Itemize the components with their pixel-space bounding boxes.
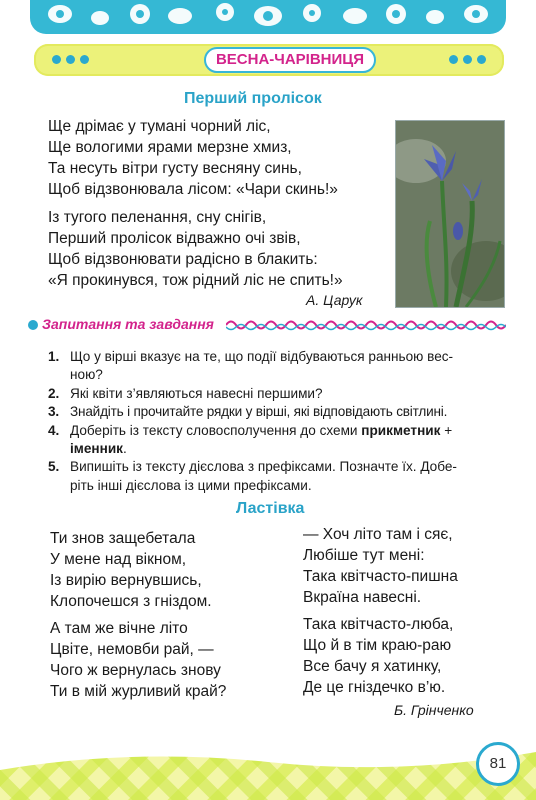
snowdrop-photo [395, 120, 505, 308]
list-item [48, 422, 498, 440]
poem1-stanza-1 [48, 116, 338, 200]
item-text-after: . [122, 441, 127, 457]
item-text: ріть інші дієслова із цими префіксами. [70, 477, 312, 493]
item-text: Знайдіть і прочитайте рядки у вірші, які відповідають світлині. [70, 404, 448, 420]
verse-line: «Я прокинувся, тож рідний ліс не спить!» [48, 272, 343, 289]
banner-dots-right [449, 55, 486, 64]
verse-line: Така квітчасто-люба, [303, 616, 454, 633]
item-bold-term: прикметник [361, 422, 441, 438]
list-item [48, 458, 498, 476]
list-item [48, 477, 498, 495]
item-text: Випишіть із тексту дієслова з префіксами. Позначте їх. Добе- [70, 459, 457, 475]
verse-line: Щоб відзвонювати радісно в блакить: [48, 251, 318, 268]
poem1-author: А. Царук [306, 292, 363, 308]
poem1-title: Перший пролісок [184, 90, 322, 107]
verse-line: Все бачу я хатинку, [303, 658, 442, 675]
poem2-col1-stanza1 [50, 528, 212, 612]
poem2-col1-stanza2 [50, 618, 226, 702]
banner-title: ВЕСНА-ЧАРІВНИЦЯ [204, 47, 376, 73]
item-text: Що у вірші вказує на те, що події відбуваються ранньою вес- [70, 349, 454, 364]
flower-illustration-icon [396, 121, 504, 307]
verse-line: Чого ж вернулась знову [50, 662, 221, 679]
item-number: 2. [48, 385, 60, 401]
top-ornament-band [30, 0, 506, 34]
verse-line: У мене над вікном, [50, 551, 187, 568]
item-number: 1. [48, 349, 60, 364]
verse-line: А там же вічне літо [50, 620, 188, 637]
list-item [48, 403, 498, 421]
questions-title: Запитання та завдання [42, 316, 214, 332]
item-text-after: + [440, 422, 453, 438]
questions-list [48, 348, 498, 495]
poem1-stanza-2 [48, 207, 343, 291]
plaid-pattern-icon [0, 730, 536, 800]
item-text: Доберіть із тексту словосполучення до схеми [70, 422, 362, 438]
list-item [48, 366, 498, 384]
verse-line: Із тугого пеленання, сну снігів, [48, 209, 267, 226]
poem2-author: Б. Грінченко [394, 702, 474, 718]
poem2-title: Ластівка [236, 500, 305, 517]
verse-line: Щоб відзвонювала лісом: «Чари скинь!» [48, 181, 338, 198]
verse-line: Цвіте, немовби рай, — [50, 641, 214, 658]
questions-header [28, 316, 506, 334]
poem2-col2-stanza2 [303, 614, 453, 698]
item-text: Які квіти з’являються навесні першими? [70, 385, 323, 401]
verse-line: Де це гніздечко в’ю. [303, 679, 446, 696]
list-item [48, 440, 498, 458]
verse-line: Вкраїна навесні. [303, 589, 422, 606]
verse-line: Любіше тут мені: [303, 547, 425, 564]
banner-dots-left [52, 55, 89, 64]
verse-line: Така квітчасто-пишна [303, 568, 458, 585]
verse-line: — Хоч літо там і сяє, [303, 526, 453, 543]
verse-line: Ти знов защебетала [50, 530, 196, 547]
item-number: 3. [48, 404, 59, 420]
verse-line: Клопочешся з гніздом. [50, 593, 212, 610]
verse-line: Ще дрімає у тумані чорний ліс, [48, 118, 271, 135]
section-banner [34, 44, 504, 76]
verse-line: Ти в мій журливий край? [50, 683, 227, 700]
item-number: 5. [48, 459, 60, 475]
verse-line: Що й в тім краю-раю [303, 637, 452, 654]
verse-line: Та несуть вітри густу весняну синь, [48, 160, 302, 177]
poem2-col2-stanza1 [303, 524, 458, 608]
verse-line: Із вирію вернувшись, [50, 572, 202, 589]
verse-line: Перший пролісок відважно очі звів, [48, 230, 301, 247]
list-item [48, 348, 498, 366]
wave-divider-icon [226, 318, 506, 332]
item-number: 4. [48, 422, 60, 438]
item-bold-term: іменник [70, 441, 123, 457]
verse-line: Ще вологими ярами мерзне хмиз, [48, 139, 292, 156]
bullet-icon [28, 320, 38, 330]
bottom-decoration [0, 730, 536, 800]
floral-ornament-icon [30, 0, 506, 34]
item-text: ною? [70, 367, 103, 383]
list-item [48, 385, 498, 403]
page-number: 81 [476, 742, 520, 786]
